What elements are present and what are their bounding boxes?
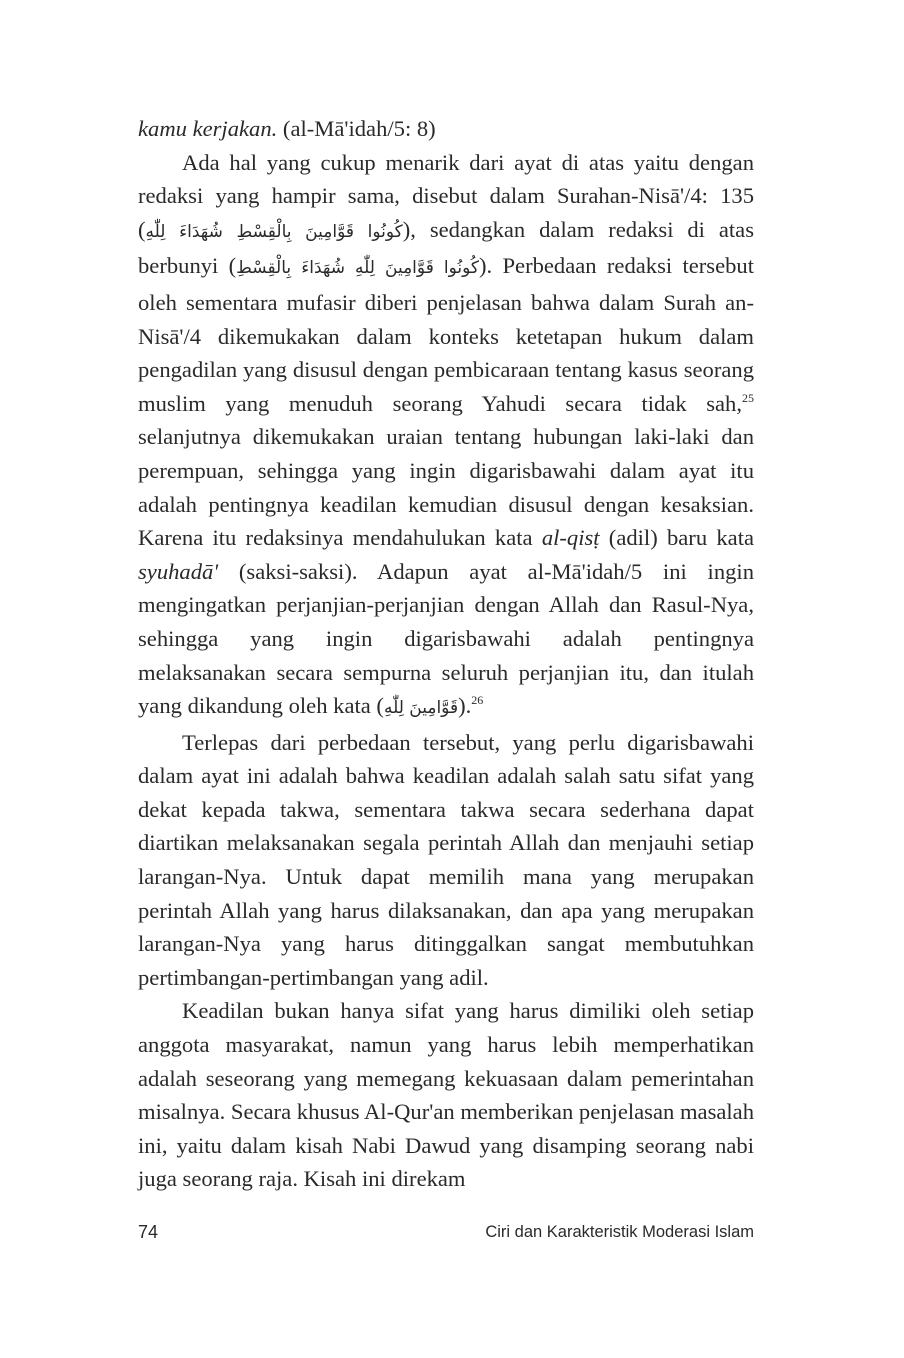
text-span: Ada hal yang cukup menarik dari ayat di atas yaitu dengan redaksi yang hampir sama, disebut dalam Surahan-Nisā'/4: 135 (: [138, 149, 754, 242]
text-span: selanjutnya dikemukakan uraian tentang hubungan laki-laki dan perempuan, sehingga yang ingin digarisbawahi dalam ayat itu adalah pentingnya keadilan kemudian disusul dengan kesaksian. Karena itu redaksinya mendahulukan kata: [138, 424, 754, 551]
term-syuhada: syuhadā': [138, 558, 219, 584]
footnote-ref-26[interactable]: 26: [471, 693, 484, 708]
page-number: 74: [138, 1222, 159, 1242]
arabic-phrase-3: قَوَّامِينَ لِلّٰهِ: [383, 698, 459, 719]
paragraph-1: [138, 112, 754, 146]
arabic-phrase-1: كُونُوا قَوَّامِينَ بِالْقِسْطِ شُهَدَاءَ لِلّٰهِ: [145, 221, 403, 242]
text-span: ). Perbedaan redaksi tersebut oleh sementara mufasir diberi penjelasan bahwa dalam Surah an-Nisā'/4 dikemukakan dalam konteks ketetapan hukum dalam pengadilan yang disusul dengan pembicaraan tentang kasus seorang muslim yang menuduh seorang Yahudi secara tidak sah,: [138, 253, 754, 416]
paragraph-3: Terlepas dari perbedaan tersebut, yang perlu digarisbawahi dalam ayat ini adalah bahwa keadilan adalah salah satu sifat yang dekat kepada takwa, sementara takwa secara sederhana dapat diartikan melaksanakan segala perintah Allah dan menjauhi setiap larangan-Nya. Untuk dapat memilih mana yang merupakan perintah Allah yang harus dilaksanakan, dan apa yang merupakan larangan-Nya yang harus ditinggalkan sangat membutuhkan pertimbangan-pertimbangan yang adil.: [138, 729, 754, 990]
running-title: Ciri dan Karakteristik Moderasi Islam: [485, 1223, 754, 1241]
paragraph-2: [138, 146, 754, 726]
arabic-phrase-2: كُونُوا قَوَّامِينَ لِلّٰهِ شُهَدَاءَ بِالْقِسْطِ: [236, 258, 479, 279]
text-span: ), sedangkan dalam redaksi di atas berbunyi (: [138, 216, 755, 279]
text-span: (adil) baru kata: [599, 525, 754, 551]
paragraph-4: Keadilan bukan hanya sifat yang harus dimiliki oleh setiap anggota masyarakat, namun yang harus lebih memperhatikan adalah seseorang yang memegang kekuasaan dalam pemerintahan misalnya. Secara khusus Al-Qur'an memberikan penjelasan masalah ini, yaitu dalam kisah Nabi Dawud yang disamping seorang nabi juga seorang raja. Kisah ini direkam: [138, 998, 754, 1192]
term-al-qist: al-qisṭ: [541, 525, 600, 551]
footnote-ref-25[interactable]: 25: [742, 390, 754, 405]
text-span: (saksi-saksi). Adapun ayat al-Mā'idah/5 ini ingin mengingatkan perjanjian-perjanjian dengan Allah dan Rasul-Nya, sehingga yang ingin digarisbawahi adalah pentingnya melaksanakan secara sempurna seluruh perjanjian itu, dan itulah yang dikandung oleh kata (: [138, 558, 754, 719]
text-span: ).: [458, 693, 472, 719]
verse-reference: (al-Mā'idah/5: 8): [277, 116, 436, 141]
italic-phrase: kamu kerjakan.: [138, 116, 278, 141]
body-text: [138, 112, 754, 1196]
